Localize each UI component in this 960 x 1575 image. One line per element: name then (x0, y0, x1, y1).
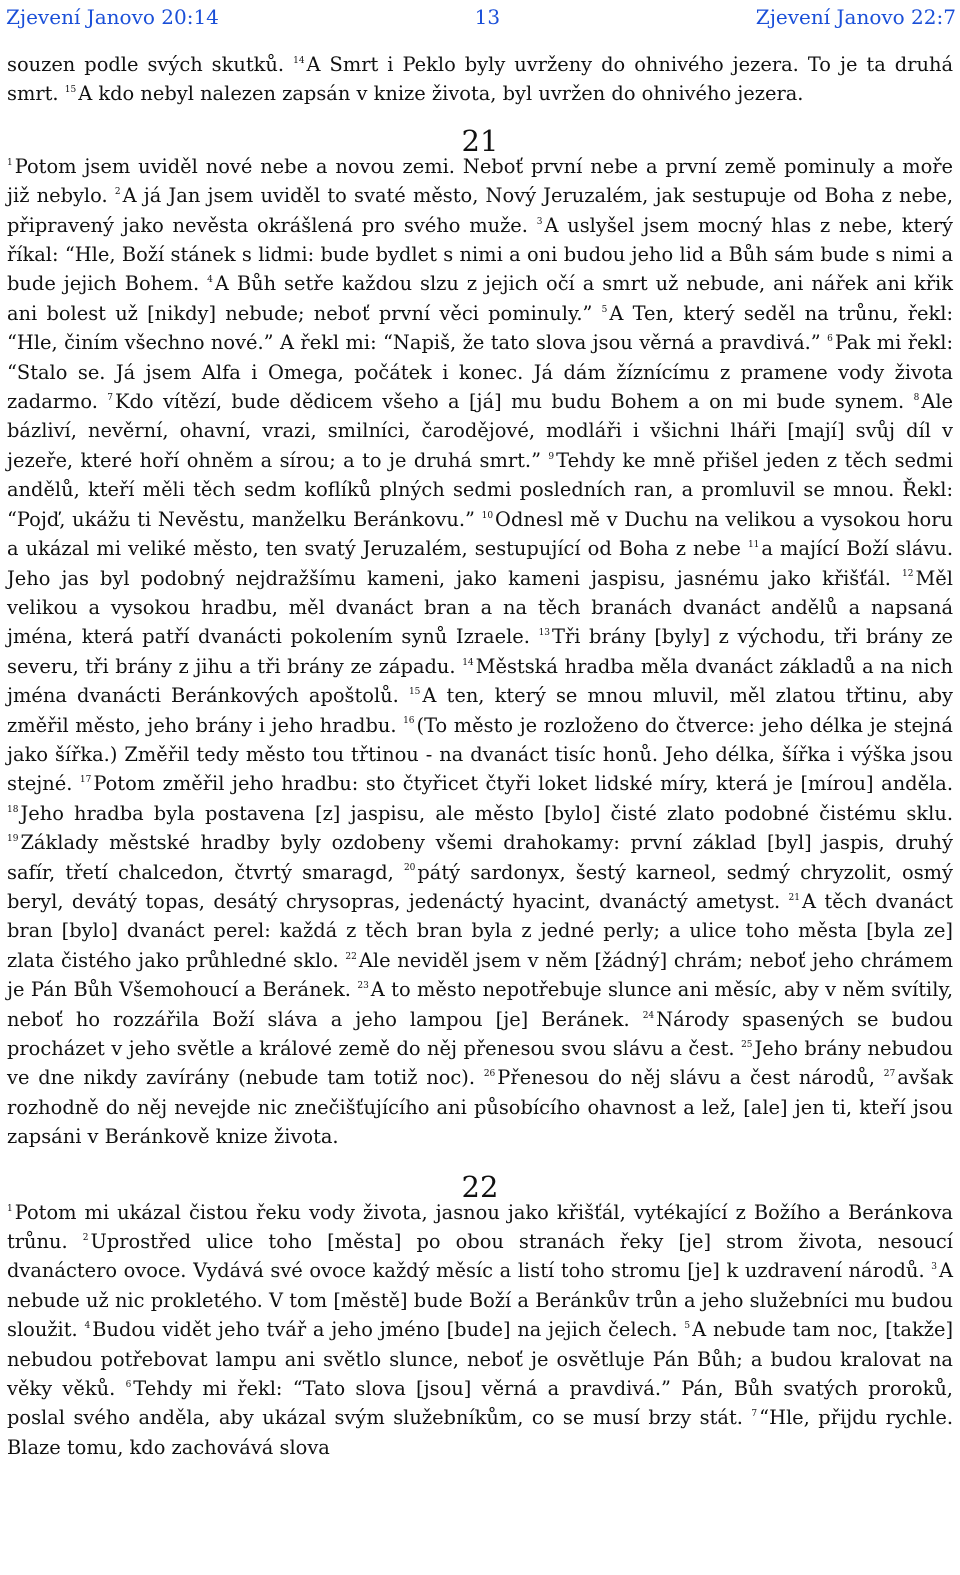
verse-number: 7 (107, 392, 114, 403)
verse-text: A to město nepotřebuje slunce ani měsíc, aby v něm svítily, neboť ho rozzářila Boží sláva a jeho lampou [je] Beránek. (7, 978, 954, 1031)
verse-text: Odnesl mě v Duchu na velikou a vysokou horu a ukázal mi veliké město, ten svatý Jeruzalém, sestupující od Boha z nebe (7, 507, 953, 561)
verse-text: Uprostřed ulice toho [města] po obou stranách řeky [je] strom života, nesoucí dvanáctero ovoce. Vydává své ovoce každý měsíc a listí toho stromu [je] k uzdravení národů. (7, 1230, 953, 1283)
verse-number: 11 (747, 540, 760, 550)
verse-text: avšak rozhodně do něj nevejde nic znečišťujícího ani působícího ohavnost a lež, [ale] jen ti, kteří jsou zapsáni v Beránkově knize života. (7, 1066, 954, 1149)
verse-number: 4 (84, 1321, 91, 1332)
chapter-heading-21: 21 (461, 123, 499, 158)
verse-text: Tehdy mi řekl: “Tato slova [jsou] věrná a pravdivá.” Pán, Bůh svatých proroků, poslal svého anděla, aby ukázal svým služebníkům, co se musí brzy stát. (7, 1377, 953, 1430)
chapter-20-continuation (7, 50, 953, 109)
verse-number: 5 (684, 1321, 691, 1332)
verse-number: 8 (913, 392, 920, 403)
verse-text: Jeho brány nebudou ve dne nikdy zavírány (nebude tam totiž noc). (7, 1037, 953, 1090)
verse-text: Jeho hradba byla postavena [z] jaspisu, ale město [bylo] čisté zlato podobné čistému sklu. (20, 801, 953, 825)
verse-text: Městská hradba měla dvanáct základů a na nich jména dvanácti Beránkových apoštolů. (7, 654, 953, 708)
verse-text: Ale neviděl jsem v něm [žádný] chrám; neboť jeho chrámem je Pán Bůh Všemohoucí a Beránek. (7, 948, 953, 1002)
verse-text: Tři brány [byly] z východu, tři brány ze severu, tři brány z jihu a tři brány ze západu. (7, 625, 954, 678)
verse-number: 6 (827, 334, 833, 345)
verse-text: A Ten, který seděl na trůnu, řekl: “Hle, činím všechno nové.” A řekl mi: “Napiš, že tato slova jsou věrná a pravdivá.” (7, 301, 953, 355)
verse-number: 10 (481, 510, 494, 521)
bible-text (7, 50, 953, 1462)
verse-text: Měl velikou a vysokou hradbu, měl dvanáct bran a na těch branách dvanáct andělů a napsaná jména, která patří dvanácti pokolením synů Izraele. (7, 566, 953, 649)
verse-text: (To město je rozloženo do čtverce: jeho délka je stejná jako šířka.) Změřil tedy město tou třtinou - na dvanáct tisíc honů. Jeho délka, šířka i výška jsou stejné. (7, 713, 953, 796)
verse-number: 2 (114, 187, 121, 198)
verse-text: A těch dvanáct bran [bylo] dvanáct perel: každá z těch bran byla z jedné perly; a ulice toho města [byla ze] zlata čistého jako průhledné sklo. (7, 889, 953, 972)
verse-text: Budou vidět jeho tvář a jeho jméno [bude] na jejich čelech. (92, 1318, 678, 1342)
verse-text: A já Jan jsem uviděl to svaté město, Nový Jeruzalém, jak sestupuje od Boha z nebe, připravený jako nevěsta okrášlená pro svého muže. (7, 184, 954, 237)
verse-number: 17 (79, 775, 92, 786)
verse-number: 3 (931, 1262, 937, 1273)
verse-text: Základy městské hradby byly ozdobeny všemi drahokamy: první základ [byl] jaspis, druhý safír, třetí chalcedon, čtvrtý smaragd, (7, 831, 953, 884)
verse-number: 1 (7, 1203, 13, 1214)
verse-text: Potom mi ukázal čistou řeku vody života, jasnou jako křišťál, vytékající z Božího a Beránkova trůnu. (7, 1200, 953, 1254)
verse-text: Potom jsem uviděl nové nebe a novou zemi. Neboť první nebe a první země pominuly a moře již nebylo. (7, 154, 953, 208)
chapter-22-body (7, 1198, 953, 1463)
verse-text: souzen podle svých skutků. (7, 53, 285, 76)
chapter-heading-22: 22 (461, 1169, 499, 1204)
verse-number: 25 (741, 1039, 753, 1050)
verse-number: 14 (293, 55, 305, 66)
verse-text: Národy spasených se budou procházet v jeho světle a králové země do něj přenesou svou slávu a čest. (7, 1007, 954, 1060)
verse-number: 9 (548, 451, 555, 462)
verse-number: 19 (7, 834, 19, 845)
verse-number: 16 (403, 716, 415, 727)
verse-number: 23 (357, 981, 369, 992)
verse-text: A Smrt i Peklo byly uvrženy do ohnivého jezera. To je ta druhá smrt. (7, 53, 954, 106)
header-right-reference: Zjevení Janovo 22:7 (755, 5, 956, 29)
verse-text: Tehdy ke mně přišel jeden z těch sedmi andělů, kteří měli těch sedm koflíků plných sedmi posledních ran, a promluvil se mnou. Řekl: “Pojď, ukážu ti Nevěstu, manželku Beránkovu.” (7, 448, 953, 531)
verse-number: 12 (901, 569, 914, 580)
verse-number: 3 (536, 216, 543, 227)
verse-number: 5 (601, 304, 608, 315)
verse-number: 21 (788, 892, 800, 903)
verse-text: Kdo vítězí, bude dědicem všeho a [já] mu budu Bohem a on mi bude synem. (115, 390, 905, 414)
verse-number: 15 (64, 85, 77, 96)
verse-text: Pak mi řekl: “Stalo se. Já jsem Alfa i Omega, počátek i konec. Já dám žíznícímu z pramene vody života zadarmo. (7, 331, 953, 414)
verse-number: 13 (538, 628, 551, 639)
running-header (0, 0, 960, 34)
verse-number: 18 (7, 804, 19, 815)
verse-number: 6 (125, 1379, 132, 1390)
verse-number: 1 (7, 157, 13, 168)
verse-text: A nebude tam noc, [takže] nebudou potřebovat lampu ani světlo slunce, neboť je osvětluje Pán Bůh; a budou kralovat na věky věků. (7, 1318, 954, 1401)
verse-number: 26 (483, 1069, 496, 1080)
verse-number: 7 (751, 1409, 758, 1420)
verse-text: A kdo nebyl nalezen zapsán v knize života, byl uvržen do ohnivého jezera. (78, 82, 804, 106)
verse-text: A ten, který se mnou mluvil, měl zlatou třtinu, aby změřil město, jeho brány i jeho hradbu. (7, 684, 953, 737)
verse-text: A Bůh setře každou slzu z jejich očí a smrt už nebude, ani nářek ani křik ani bolest už [nikdy] nebude; neboť první věci pominuly.” (7, 272, 953, 325)
verse-number: 4 (207, 275, 213, 286)
verse-number: 2 (82, 1232, 89, 1243)
verse-text: A nebude už nic prokletého. V tom [městě] bude Boží a Beránkův trůn a jeho služebníci mu budou sloužit. (7, 1259, 953, 1342)
verse-number: 20 (403, 863, 416, 874)
verse-number: 15 (408, 687, 421, 698)
header-left-reference: Zjevení Janovo 20:14 (6, 5, 219, 29)
verse-text: Přenesou do něj slávu a čest národů, (497, 1066, 875, 1090)
verse-text: pátý sardonyx, šestý karneol, sedmý chryzolit, osmý beryl, devátý topas, desátý chrysopras, jedenáctý hyacint, dvanáctý ametyst. (7, 860, 953, 913)
verse-number: 22 (345, 951, 357, 962)
verse-text: Ale bázliví, nevěrní, ohavní, vrazi, smilníci, čarodějové, modláři i všichni lháři [mají] svůj díl v jezeře, které hoří ohněm a sírou; a to je druhá smrt.” (7, 390, 954, 472)
verse-number: 27 (883, 1069, 896, 1080)
page-number: 13 (474, 5, 501, 29)
chapter-21-body (7, 152, 953, 1152)
verse-text: Potom změřil jeho hradbu: sto čtyřicet čtyři loket lidské míry, která je [mírou] anděla. (93, 772, 953, 796)
verse-number: 24 (642, 1010, 655, 1021)
verse-text: “Hle, přijdu rychle. Blaze tomu, kdo zachovává slova (7, 1406, 953, 1459)
verse-text: A uslyšel jsem mocný hlas z nebe, který říkal: “Hle, Boží stánek s lidmi: bude bydlet s nimi a oni budou jeho lid a Bůh sám bude s nimi a bude jejich Bohem. (7, 213, 953, 296)
verse-number: 14 (462, 657, 474, 668)
verse-text: a mající Boží slávu. Jeho jas byl podobný nejdražšímu kameni, jako kameni jaspisu, jasnému jako křišťál. (7, 537, 953, 590)
